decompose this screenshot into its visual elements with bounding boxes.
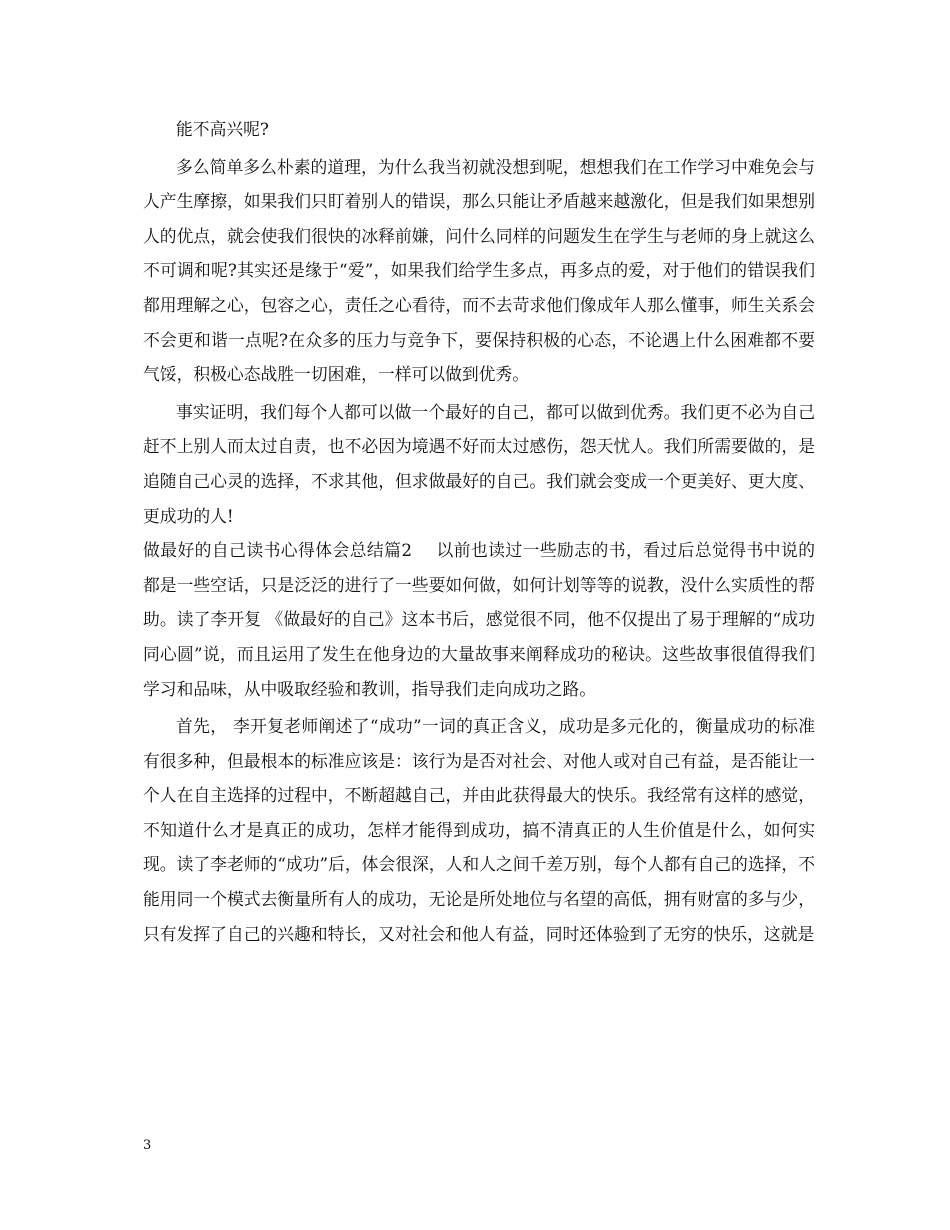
section-intro-text: 以前也读过一些励志的书，看过后总觉得书中说的都是一些空话，只是泛泛的进行了一些要如何做，如何计划等等的说教，没什么实质性的帮助。读了李开复 《做最好的自己》这本书后，感觉很不同，他不仅提出了易于理解的“成功同心圆”说，而且运用了发生在他身边的大量故事来阐释成功的秘诀。这些故事很值得我们学习和品味，从中吸取经验和教训，指导我们走向成功之路。: [143, 540, 815, 699]
paragraph-continuation: 能不高兴呢?: [176, 119, 269, 139]
paragraph-facts-prove: 事实证明，我们每个人都可以做一个最好的自己，都可以做到优秀。我们更不必为自己赶不上别人而太过自责，也不必因为境遇不好而太过感伤，怨天忧人。我们所需要做的，是追随自己心灵的选择，不求其他，但求做最好的自己。我们就会变成一个更美好、更大度、更成功的人!: [143, 401, 815, 526]
paragraph-section-2: [143, 533, 815, 706]
document-body: [143, 112, 815, 951]
page-number: 3: [143, 1138, 152, 1153]
section-heading: 做最好的自己读书心得体会总结篇2: [143, 540, 413, 561]
paragraph-first-point: 首先， 李开复老师阐述了“成功”一词的真正含义，成功是多元化的，衡量成功的标准有很多种，但最根本的标准应该是：该行为是否对社会、对他人或对自己有益，是否能让一个人在自主选择的过程中，不断超越自己，并由此获得最大的快乐。我经常有这样的感觉，不知道什么才是真正的成功，怎样才能得到成功，搞不清真正的人生价值是什么，如何实现。读了李老师的“成功”后，体会很深，人和人之间千差万别，每个人都有自己的选择，不能用同一个模式去衡量所有人的成功，无论是所处地位与名望的高低，拥有财富的多与少，只有发挥了自己的兴趣和特长，又对社会和他人有益，同时还体验到了无穷的快乐，这就是: [143, 716, 815, 944]
paragraph-simple-truth: 多么简单多么朴素的道理，为什么我当初就没想到呢，想想我们在工作学习中难免会与人产生摩擦，如果我们只盯着别人的错误，那么只能让矛盾越来越激化，但是我们如果想别人的优点，就会使我们很快的冰释前嫌，问什么同样的问题发生在学生与老师的身上就这么不可调和呢?其实还是缘于“爱”，如果我们给学生多点，再多点的爱，对于他们的错误我们都用理解之心，包容之心，责任之心看待，而不去苛求他们像成年人那么懂事，师生关系会不会更和谐一点呢?在众多的压力与竞争下，要保持积极的心态，不论遇上什么困难都不要气馁，积极心态战胜一切困难，一样可以做到优秀。: [143, 156, 815, 385]
